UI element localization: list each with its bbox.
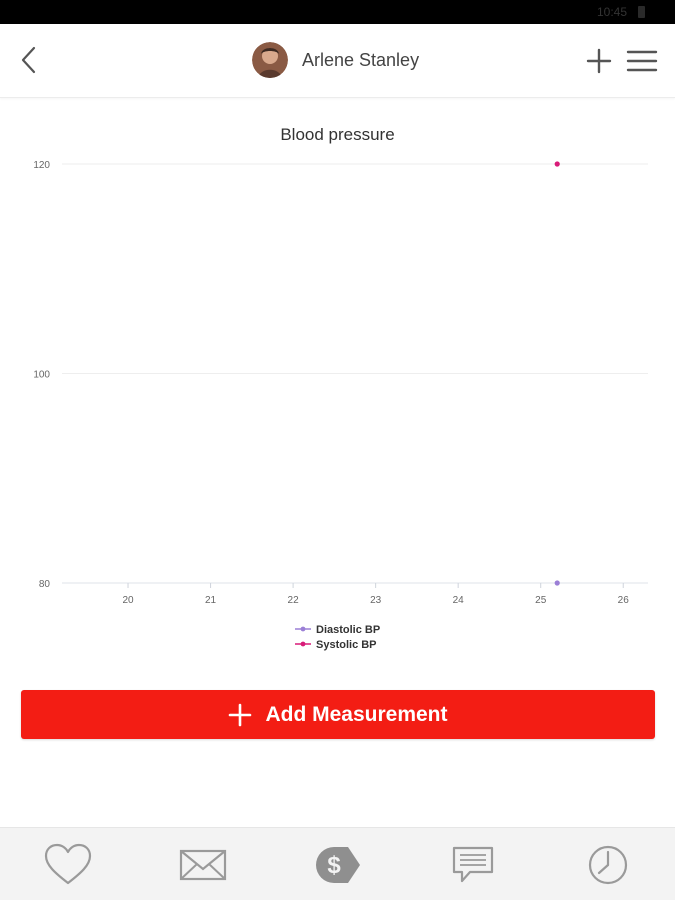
x-tick-label: 24 xyxy=(452,595,464,606)
chart-title: Blood pressure xyxy=(280,125,395,144)
svg-text:$: $ xyxy=(327,852,341,879)
chat-icon xyxy=(450,844,496,886)
dollar-tag-icon xyxy=(312,843,364,887)
blood-pressure-chart xyxy=(0,118,675,663)
y-tick-label: 80 xyxy=(38,579,50,590)
x-tick-label: 25 xyxy=(535,595,547,606)
y-tick-label: 100 xyxy=(33,369,50,381)
y-tick-label: 120 xyxy=(33,160,50,171)
nav-chat[interactable] xyxy=(443,840,503,890)
plus-icon xyxy=(584,46,614,76)
patient-profile[interactable] xyxy=(252,41,419,79)
x-tick-label: 21 xyxy=(205,595,217,606)
data-point-systolic xyxy=(555,161,560,166)
data-point-diastolic xyxy=(555,580,560,585)
clock-icon xyxy=(586,843,630,887)
x-tick-label: 23 xyxy=(370,595,382,606)
patient-name: Arlene Stanley xyxy=(302,49,420,70)
envelope-icon xyxy=(178,847,228,883)
nav-history[interactable] xyxy=(578,840,638,890)
nav-messages[interactable] xyxy=(173,840,233,890)
x-tick-label: 22 xyxy=(287,595,299,606)
hamburger-menu-icon xyxy=(625,46,659,76)
add-button[interactable] xyxy=(584,46,614,76)
back-button[interactable] xyxy=(14,42,46,78)
status-bar xyxy=(0,0,675,24)
legend-marker xyxy=(301,627,306,632)
legend-label: Systolic BP xyxy=(316,639,377,651)
menu-button[interactable] xyxy=(625,46,659,76)
status-time: 10:45 xyxy=(596,5,627,19)
plus-icon xyxy=(228,703,252,727)
chevron-left-icon xyxy=(14,42,46,78)
heart-icon xyxy=(43,843,93,887)
nav-billing[interactable] xyxy=(308,840,368,890)
bottom-navigation xyxy=(0,827,675,900)
legend-label: Diastolic BP xyxy=(316,624,381,636)
nav-health[interactable] xyxy=(38,840,98,890)
add-measurement-label: Add Measurement xyxy=(265,702,448,726)
chart-plot xyxy=(0,118,675,663)
x-tick-label: 26 xyxy=(617,595,629,606)
avatar xyxy=(252,42,288,78)
add-measurement-button[interactable] xyxy=(21,690,655,739)
battery-icon xyxy=(638,6,645,18)
legend-marker xyxy=(301,642,306,647)
app-bar xyxy=(0,24,675,98)
x-tick-label: 20 xyxy=(122,595,134,606)
